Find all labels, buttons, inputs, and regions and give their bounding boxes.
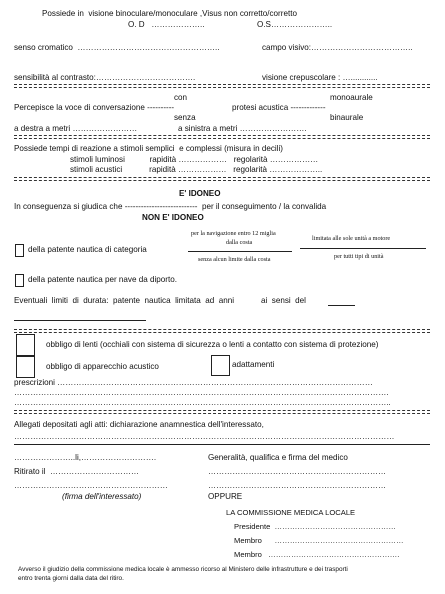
ritirato-il: Ritirato il …………………………… bbox=[14, 467, 140, 476]
hearing-bin: binaurale bbox=[330, 113, 364, 122]
separator bbox=[14, 444, 430, 445]
membro-2: Membro ……………………………………………. bbox=[234, 550, 400, 559]
prescrizioni-dots-2: ………………………………………………………………………………………………………………………….. bbox=[14, 398, 391, 407]
separator bbox=[14, 410, 430, 414]
separator bbox=[14, 135, 430, 139]
hearing-sx: a sinistra a metri ……………………. bbox=[178, 124, 307, 133]
nav-separator bbox=[188, 251, 292, 252]
allegati-dots: …………………………………………………………………………………………………………………………… bbox=[14, 432, 395, 441]
hearing-protesi: protesi acustica ------------- bbox=[232, 103, 326, 112]
presidente: Presidente ………………………………………… bbox=[234, 522, 397, 531]
sensibilita-contrasto: sensibilità al contrasto:………………………………. bbox=[14, 73, 196, 82]
ricorso-line-1: Avverso il giudizio della commissione medica locale è ammesso ricorso al Ministero delle infrastrutture e dei trasporti bbox=[18, 566, 348, 573]
patente-categoria-checkbox[interactable] bbox=[15, 244, 24, 257]
giudizio-line: In conseguenza si giudica che --------------------------- per il conseguimento / la convalida bbox=[14, 202, 327, 211]
vision-os: O.S………………….. bbox=[257, 20, 333, 29]
vision-od: O. D ……………….. bbox=[128, 20, 205, 29]
prescrizioni-dots-1: …………………………………………………………………………………………………………………………. bbox=[14, 388, 389, 397]
vision-line: Possiede in visione binoculare/monoculare ,Visus non corretto/corretto bbox=[42, 9, 297, 18]
separator bbox=[14, 329, 430, 333]
nav-senza-limite: senza alcun limite dalla costa bbox=[198, 256, 271, 263]
adattamenti-checkbox[interactable] bbox=[211, 355, 230, 376]
sensi-blank bbox=[14, 320, 146, 321]
medico-dots-2: ………………………………………………………… bbox=[208, 481, 387, 490]
idoneo: E' IDONEO bbox=[179, 189, 221, 198]
reaction-acustici: stimoli acustici rapidità ……………… regolarità ……………….. bbox=[70, 165, 323, 174]
ricorso-line-2: entro trenta giorni dalla data del ritiro. bbox=[18, 575, 124, 582]
non-idoneo: NON E' IDONEO bbox=[142, 213, 204, 222]
commissione-title: LA COMMISSIONE MEDICA LOCALE bbox=[226, 508, 356, 517]
lenti-checkbox[interactable] bbox=[16, 334, 35, 356]
senso-cromatico: senso cromatico …………………………………………….. bbox=[14, 43, 220, 52]
nav-entro-12: per la navigazione entro 12 miglia bbox=[191, 230, 276, 237]
hearing-senza: senza bbox=[174, 113, 196, 122]
campo-visivo: campo visivo:……………………………….. bbox=[262, 43, 413, 52]
adattamenti: adattamenti bbox=[232, 360, 275, 369]
firma-interessato: (firma dell'interessato) bbox=[62, 492, 142, 501]
separator bbox=[14, 84, 430, 88]
hearing-dx: a destra a metri …………………… bbox=[14, 124, 138, 133]
limitata-motore: limitata alle sole unità a motore bbox=[312, 235, 391, 242]
obbligo-acustico: obbligo di apparecchio acustico bbox=[46, 362, 159, 371]
obbligo-lenti: obbligo di lenti (occhiali con sistema di sicurezza o lenti a contatto con sistema di protezione) bbox=[46, 340, 379, 349]
luogo-data: …………………..li,………………………. bbox=[14, 453, 157, 462]
hearing-voce: Percepisce la voce di conversazione ---------- bbox=[14, 103, 175, 112]
medico-dots-1: ………………………………………………………… bbox=[208, 467, 387, 476]
reaction-title: Possiede tempi di reazione a stimoli semplici e complessi (misura in decili) bbox=[14, 144, 283, 153]
membro-1: Membro …………………………………………… bbox=[234, 536, 404, 545]
patente-categoria: della patente nautica di categoria bbox=[28, 245, 147, 254]
tutti-tipi: per tutti tipi di unità bbox=[334, 253, 384, 260]
allegati: Allegati depositati agli atti: dichiarazione anamnestica dell'interessato, bbox=[14, 420, 264, 429]
interessato-dots: ………………………………………………… bbox=[14, 481, 168, 490]
patente-diporto: della patente nautica per nave da diporto. bbox=[28, 275, 177, 284]
reaction-luminosi: stimoli luminosi rapidità ……………… regolarità ……………… bbox=[70, 155, 319, 164]
generalita-medico: Generalità, qualifica e firma del medico bbox=[208, 453, 348, 462]
acustico-checkbox[interactable] bbox=[16, 356, 35, 378]
limiti-durata: Eventuali limiti di durata: patente nautica limitata ad anni ai sensi del bbox=[14, 296, 306, 305]
anni-blank[interactable] bbox=[328, 305, 355, 306]
lim-separator bbox=[300, 248, 426, 249]
hearing-con: con bbox=[174, 93, 188, 102]
oppure: OPPURE bbox=[208, 492, 243, 501]
nav-dalla-costa: dalla costa bbox=[226, 239, 253, 246]
separator bbox=[14, 177, 430, 181]
patente-diporto-checkbox[interactable] bbox=[15, 274, 24, 287]
prescrizioni: prescrizioni ……………………………………………………………………………………………………… bbox=[14, 378, 373, 387]
hearing-mono: monoaurale bbox=[330, 93, 373, 102]
visione-crepuscolare: visione crepuscolare : …............ bbox=[262, 73, 378, 82]
